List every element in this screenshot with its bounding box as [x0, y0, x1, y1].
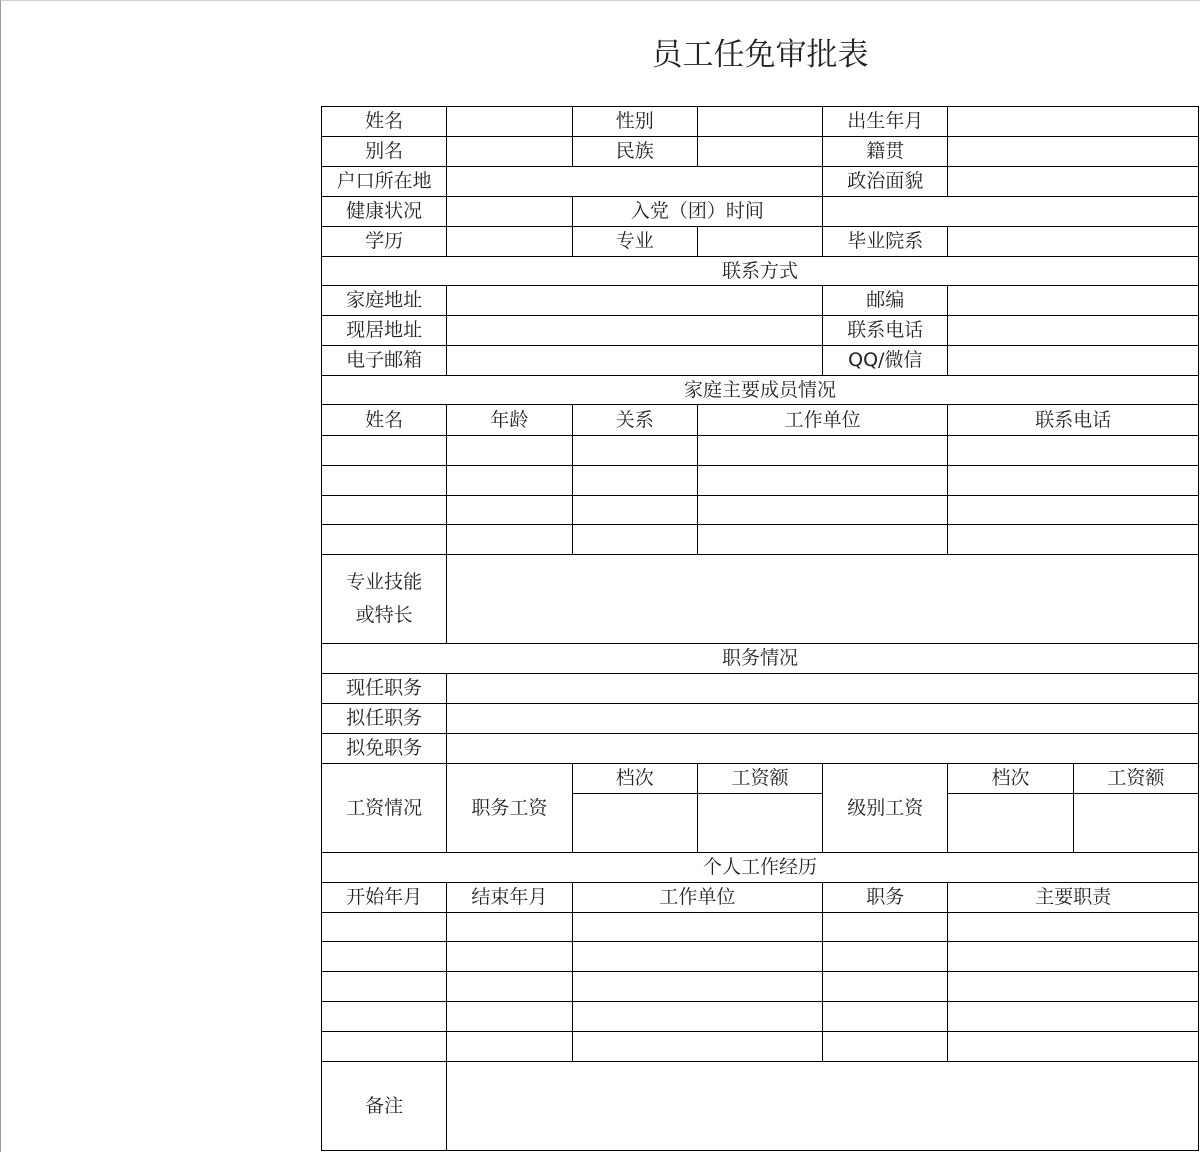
family-row-4-name-field[interactable] [322, 525, 446, 554]
work-col-employer: 工作单位 [573, 883, 823, 912]
work-row-5-employer-field[interactable] [573, 1032, 823, 1061]
political-status-field[interactable] [948, 167, 1198, 196]
political-status-label: 政治面貌 [823, 167, 947, 196]
salary-label: 工资情况 [322, 764, 446, 852]
qq-wechat-label: QQ/微信 [823, 346, 947, 375]
work-row-2-end-field[interactable] [447, 942, 571, 971]
party-join-date-label: 入党（团）时间 [573, 197, 823, 226]
level-salary-grade-field[interactable] [948, 794, 1072, 852]
phone-field[interactable] [948, 316, 1198, 345]
work-row-1-end-field[interactable] [447, 913, 571, 941]
work-col-start: 开始年月 [322, 883, 446, 912]
family-row-3-age-field[interactable] [447, 496, 571, 524]
work-row-3-start-field[interactable] [322, 972, 446, 1001]
current-address-label: 现居地址 [322, 316, 446, 345]
family-row-3-phone-field[interactable] [948, 496, 1198, 524]
family-col-relation: 关系 [573, 405, 697, 435]
current-address-field[interactable] [447, 316, 822, 345]
family-row-1-phone-field[interactable] [948, 436, 1198, 465]
work-col-position: 职务 [823, 883, 947, 912]
work-row-2-employer-field[interactable] [573, 942, 823, 971]
family-row-1-employer-field[interactable] [698, 436, 948, 465]
position-salary-amount-field[interactable] [698, 794, 822, 852]
family-row-4-phone-field[interactable] [948, 525, 1198, 554]
work-row-4-employer-field[interactable] [573, 1002, 823, 1031]
work-row-3-end-field[interactable] [447, 972, 571, 1001]
work-row-5-end-field[interactable] [447, 1032, 571, 1061]
qq-wechat-field[interactable] [948, 346, 1198, 375]
work-row-1-employer-field[interactable] [573, 913, 823, 941]
health-status-field[interactable] [447, 197, 571, 226]
household-location-label: 户口所在地 [322, 167, 446, 196]
level-salary-amount-label: 工资额 [1074, 764, 1198, 793]
family-row-2-name-field[interactable] [322, 466, 446, 495]
birth-date-field[interactable] [948, 107, 1198, 136]
work-row-3-employer-field[interactable] [573, 972, 823, 1001]
family-section-heading: 家庭主要成员情况 [322, 376, 1198, 404]
skills-label-line-1: 专业技能 [346, 571, 423, 593]
work-row-4-start-field[interactable] [322, 1002, 446, 1031]
family-col-employer: 工作单位 [698, 405, 948, 435]
work-col-end: 结束年月 [447, 883, 571, 912]
family-row-2-employer-field[interactable] [698, 466, 948, 495]
skills-label-line-2: 或特长 [355, 604, 413, 626]
name-label: 姓名 [322, 107, 446, 136]
family-row-3-name-field[interactable] [322, 496, 446, 524]
phone-label: 联系电话 [823, 316, 947, 345]
major-label: 专业 [573, 227, 697, 256]
native-place-field[interactable] [948, 137, 1198, 166]
work-row-4-end-field[interactable] [447, 1002, 571, 1031]
level-salary-grade-label: 档次 [948, 764, 1072, 793]
family-row-2-age-field[interactable] [447, 466, 571, 495]
family-row-4-employer-field[interactable] [698, 525, 948, 554]
family-row-4-age-field[interactable] [447, 525, 571, 554]
proposed-appointment-field[interactable] [447, 704, 1198, 733]
family-row-4-relation-field[interactable] [573, 525, 697, 554]
education-label: 学历 [322, 227, 446, 256]
position-salary-label: 职务工资 [447, 764, 571, 852]
name-field[interactable] [447, 107, 571, 136]
party-join-date-field[interactable] [823, 197, 1198, 226]
graduate-school-label: 毕业院系 [823, 227, 947, 256]
contact-section-heading: 联系方式 [322, 257, 1198, 285]
skills-label [322, 555, 446, 643]
proposed-removal-label: 拟免职务 [322, 734, 446, 763]
postcode-label: 邮编 [823, 286, 947, 315]
remarks-label: 备注 [322, 1062, 446, 1150]
birth-date-label: 出生年月 [823, 107, 947, 136]
gender-label: 性别 [573, 107, 697, 136]
work-row-5-start-field[interactable] [322, 1032, 446, 1061]
current-position-label: 现任职务 [322, 674, 446, 703]
education-field[interactable] [447, 227, 571, 256]
family-col-name: 姓名 [322, 405, 446, 435]
ethnicity-label: 民族 [573, 137, 697, 166]
work-history-section-heading: 个人工作经历 [322, 853, 1198, 882]
work-row-4-duties-field[interactable] [948, 1002, 1198, 1031]
home-address-label: 家庭地址 [322, 286, 446, 315]
skills-field[interactable] [447, 555, 1198, 643]
health-status-label: 健康状况 [322, 197, 446, 226]
alias-label: 别名 [322, 137, 446, 166]
home-address-field[interactable] [447, 286, 822, 315]
work-row-2-start-field[interactable] [322, 942, 446, 971]
work-row-5-duties-field[interactable] [948, 1032, 1198, 1061]
proposed-appointment-label: 拟任职务 [322, 704, 446, 733]
form-title: 员工任免审批表 [651, 37, 869, 73]
family-row-3-relation-field[interactable] [573, 496, 697, 524]
work-row-4-position-field[interactable] [823, 1002, 947, 1031]
work-row-3-duties-field[interactable] [948, 972, 1198, 1001]
work-row-1-duties-field[interactable] [948, 913, 1198, 941]
positions-section-heading: 职务情况 [322, 644, 1198, 673]
family-row-1-relation-field[interactable] [573, 436, 697, 465]
family-row-2-phone-field[interactable] [948, 466, 1198, 495]
level-salary-amount-field[interactable] [1074, 794, 1198, 852]
gender-field[interactable] [698, 107, 822, 136]
graduate-school-field[interactable] [948, 227, 1198, 256]
family-col-age: 年龄 [447, 405, 571, 435]
approval-form-table [321, 106, 1199, 1151]
family-row-2-relation-field[interactable] [573, 466, 697, 495]
work-col-duties: 主要职责 [948, 883, 1198, 912]
current-position-field[interactable] [447, 674, 1198, 703]
position-salary-amount-label: 工资额 [698, 764, 822, 793]
work-row-5-position-field[interactable] [823, 1032, 947, 1061]
position-salary-grade-label: 档次 [573, 764, 697, 793]
level-salary-label: 级别工资 [823, 764, 947, 852]
work-row-3-position-field[interactable] [823, 972, 947, 1001]
alias-field[interactable] [447, 137, 571, 166]
work-row-1-position-field[interactable] [823, 913, 947, 941]
family-row-3-employer-field[interactable] [698, 496, 948, 524]
work-row-1-start-field[interactable] [322, 913, 446, 941]
work-row-2-position-field[interactable] [823, 942, 947, 971]
family-row-1-age-field[interactable] [447, 436, 571, 465]
major-field[interactable] [698, 227, 822, 256]
proposed-removal-field[interactable] [447, 734, 1198, 763]
remarks-field[interactable] [447, 1062, 1198, 1150]
family-row-1-name-field[interactable] [322, 436, 446, 465]
native-place-label: 籍贯 [823, 137, 947, 166]
postcode-field[interactable] [948, 286, 1198, 315]
family-col-phone: 联系电话 [948, 405, 1198, 435]
email-label: 电子邮箱 [322, 346, 446, 375]
position-salary-grade-field[interactable] [573, 794, 697, 852]
work-row-2-duties-field[interactable] [948, 942, 1198, 971]
household-location-field[interactable] [447, 167, 822, 196]
email-field[interactable] [447, 346, 822, 375]
ethnicity-field[interactable] [698, 137, 822, 166]
